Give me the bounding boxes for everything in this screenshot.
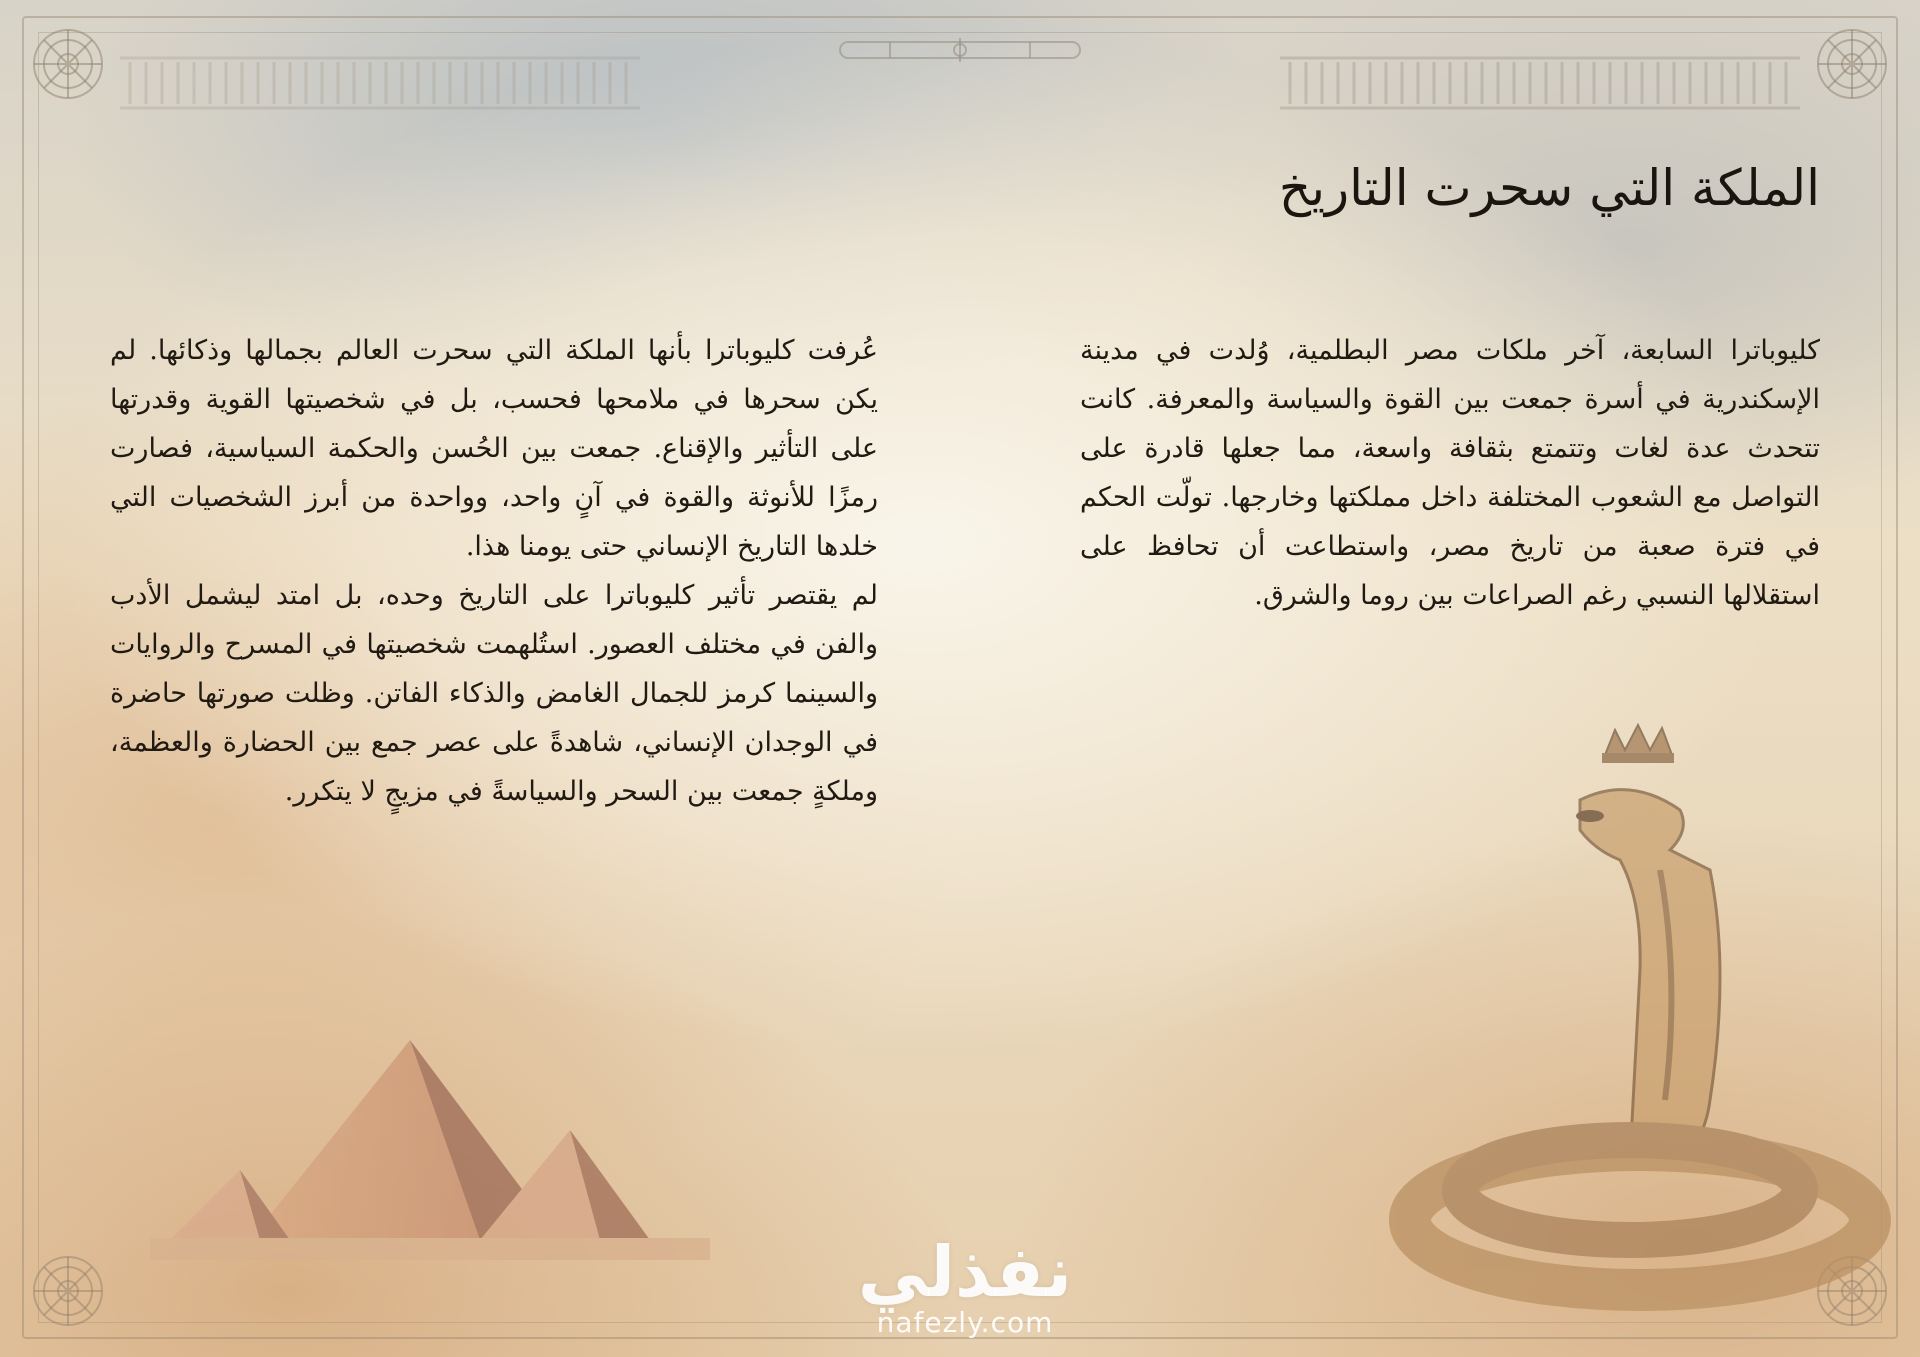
pyramids-illustration [150,1010,710,1260]
corner-ornament-icon [1802,14,1902,114]
right-paragraph: كليوباترا السابعة، آخر ملكات مصر البطلمية، وُلدت في مدينة الإسكندرية في أسرة جمعت بين القوة والسياسة والمعرفة. كانت تتحدث عدة لغات وتتمتع بثقافة واسعة، مما جعلها قادرة على التواصل مع الشعوب المختلفة داخل مملكتها وخارجها. تولّت الحكم في فترة صعبة من تاريخ مصر، واستطاعت أن تحافظ على استقلالها النسبي رغم الصراعات بين روما والشرق. [1080,335,1820,611]
watermark-url: nafezly.com [876,1305,1054,1339]
left-paragraph: لم يقتصر تأثير كليوباترا على التاريخ وحده، بل امتد ليشمل الأدب والفن في مختلف العصور. استُلهمت شخصيتها في المسرح والروايات والسينما كرمز للجمال الغامض والذكاء الفاتن. وظلت صورتها حاضرة في الوجدان الإنساني، شاهدةً على عصر جمع بين الحضارة والعظمة، وملكةٍ جمعت بين السحر والسياسةً في مزيجٍ لا يتكرر. [110,580,878,807]
page-title: الملكة التي سحرت التاريخ [1278,159,1820,217]
corner-ornament-icon [18,1241,118,1341]
watermark-logo: نفذلي [857,1231,1073,1313]
top-frieze-ornament-icon [1280,48,1800,118]
crowned-cobra-illustration [1380,720,1900,1320]
left-paragraph: عُرفت كليوباترا بأنها الملكة التي سحرت العالم بجمالها وذكائها. لم يكن سحرها في ملامحها فحسب، بل في شخصيتها القوية وقدرتها على التأثير والإقناع. جمعت بين الحُسن والحكمة السياسية، فصارت رمزًا للأنوثة والقوة في آنٍ واحد، وواحدة من أبرز الشخصيات التي خلدها التاريخ الإنساني حتى يومنا هذا. [110,335,878,562]
top-frieze-ornament-icon [120,48,640,118]
top-center-ornament-icon [830,30,1090,70]
left-column-text [110,326,878,816]
right-column-text [1080,326,1820,620]
corner-ornament-icon [18,14,118,114]
watermark [800,1231,1130,1339]
